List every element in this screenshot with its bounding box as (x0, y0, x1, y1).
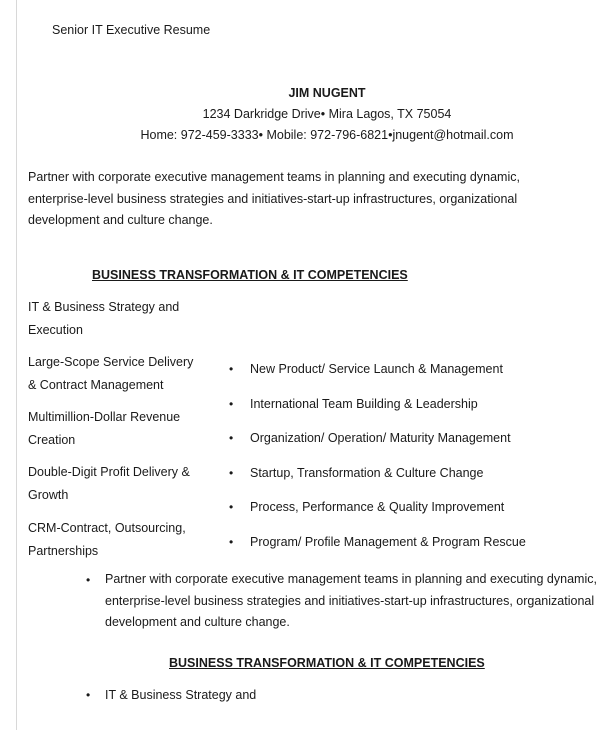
competency-line: Double-Digit Profit Delivery & (28, 465, 190, 479)
repeat-competencies-heading: BUSINESS TRANSFORMATION & IT COMPETENCIES (169, 656, 485, 670)
summary-paragraph (28, 167, 520, 232)
competency-right-item: New Product/ Service Launch & Management (250, 362, 503, 376)
competency-line: Execution (28, 322, 83, 337)
competency-line: & Contract Management (28, 377, 164, 392)
competency-left-item (28, 296, 208, 341)
competency-line: Large-Scope Service Delivery (28, 355, 194, 369)
competency-line: CRM-Contract, Outsourcing, (28, 521, 186, 535)
bullet-icon: • (229, 431, 234, 445)
summary-line: development and culture change. (105, 615, 290, 629)
summary-line: Partner with corporate executive management teams in planning and executing dynamic, (28, 170, 520, 184)
summary-line: Partner with corporate executive management teams in planning and executing dynamic, (105, 572, 597, 586)
bullet-icon: • (229, 397, 234, 411)
competency-line: Growth (28, 487, 69, 502)
document-title: Senior IT Executive Resume (52, 23, 211, 37)
candidate-name: JIM NUGENT (288, 86, 366, 100)
competency-left-item (28, 406, 208, 451)
competency-right-item: Organization/ Operation/ Maturity Management (250, 431, 511, 445)
competency-left-item (28, 351, 208, 396)
competencies-heading: BUSINESS TRANSFORMATION & IT COMPETENCIES (92, 268, 408, 282)
bullet-icon: • (229, 466, 234, 480)
competency-line: Multimillion-Dollar Revenue (28, 410, 181, 424)
competency-left-item (28, 517, 208, 562)
candidate-address: 1234 Darkridge Drive• Mira Lagos, TX 75054 (202, 107, 452, 121)
repeat-summary-paragraph (105, 569, 597, 634)
competency-right-item: Program/ Profile Management & Program Rescue (250, 535, 526, 549)
summary-line: development and culture change. (28, 213, 213, 227)
competency-right-item: Startup, Transformation & Culture Change (250, 466, 484, 480)
summary-line: enterprise-level business strategies and initiatives-start-up infrastructures, organizational (28, 191, 518, 206)
competency-line: IT & Business Strategy and (28, 300, 180, 314)
competency-line: Creation (28, 432, 76, 447)
competency-right-item: International Team Building & Leadership (250, 397, 478, 411)
competency-left-item (28, 461, 208, 506)
competency-right-item: Process, Performance & Quality Improvement (250, 500, 505, 514)
bullet-icon: • (229, 362, 234, 376)
bullet-icon: • (229, 500, 234, 514)
competency-line: Partnerships (28, 543, 99, 558)
bullet-icon: • (86, 688, 91, 702)
bullet-icon: • (229, 535, 234, 549)
repeat-first-item: IT & Business Strategy and (105, 688, 257, 702)
summary-line: enterprise-level business strategies and initiatives-start-up infrastructures, organizational (105, 593, 595, 608)
bullet-icon: • (86, 573, 91, 587)
candidate-contact: Home: 972-459-3333• Mobile: 972-796-6821•jnugent@hotmail.com (140, 128, 514, 142)
